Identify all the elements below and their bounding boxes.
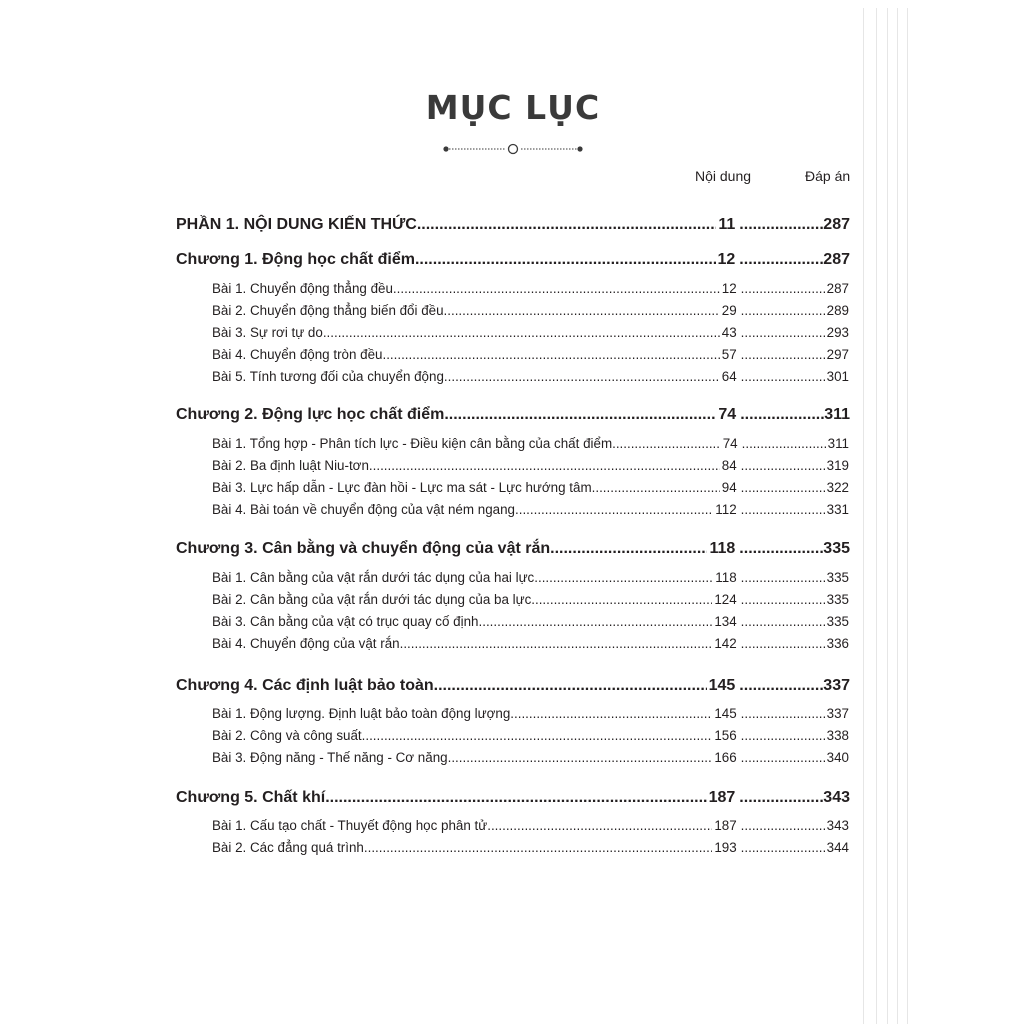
page-edge-line — [907, 8, 908, 1024]
dot-leader — [739, 216, 823, 234]
dot-leader — [741, 325, 827, 340]
column-header-answer: Đáp án — [805, 168, 851, 184]
dot-leader — [741, 480, 827, 495]
page-number: 156 — [714, 728, 737, 743]
answer-page-number: 322 — [826, 480, 849, 495]
lesson-title: Bài 1. Chuyển động thẳng đều — [212, 281, 393, 296]
page-number: 118 — [709, 540, 736, 557]
lesson-title: Bài 1. Cấu tạo chất - Thuyết động học phân tử — [212, 818, 488, 833]
dot-leader — [612, 436, 721, 451]
dot-leader — [515, 502, 713, 517]
dot-leader — [415, 251, 716, 269]
lesson-title: Bài 3. Sự rơi tự do — [212, 325, 323, 340]
dot-leader — [393, 281, 720, 296]
answer-page-number: 287 — [826, 281, 849, 296]
dot-leader — [550, 540, 707, 558]
column-header-content: Nội dung — [695, 168, 752, 184]
dot-leader — [434, 677, 707, 695]
page-number: 118 — [715, 570, 737, 585]
lesson-title: Bài 3. Cân bằng của vật có trục quay cố định — [212, 614, 479, 629]
chapter-title: Chương 5. Chất khí — [176, 789, 326, 806]
answer-page-number: 337 — [823, 677, 850, 694]
page-number: 166 — [714, 750, 737, 765]
lesson-title: Bài 2. Ba định luật Niu-tơn — [212, 458, 369, 473]
toc-lesson-row[interactable] — [212, 480, 849, 495]
page-edge-line — [876, 8, 877, 1024]
page-number: 74 — [718, 406, 737, 423]
page-number: 145 — [714, 706, 737, 721]
toc-chapter-row[interactable] — [176, 540, 850, 558]
toc-lesson-row[interactable] — [212, 818, 849, 833]
lesson-title: Bài 3. Động năng - Thế năng - Cơ năng — [212, 750, 448, 765]
toc-lesson-row[interactable] — [212, 458, 849, 473]
toc-lesson-row[interactable] — [212, 369, 849, 384]
chapter-title: Chương 2. Động lực học chất điểm — [176, 406, 445, 423]
dot-leader — [741, 840, 827, 855]
dot-leader — [741, 369, 827, 384]
toc-chapter-row[interactable] — [176, 789, 850, 807]
toc-lesson-row[interactable] — [212, 303, 849, 318]
toc-lesson-row[interactable] — [212, 750, 849, 765]
lesson-title: Bài 2. Cân bằng của vật rắn dưới tác dụng của ba lực — [212, 592, 532, 607]
title-ornament — [442, 142, 584, 156]
dot-leader — [323, 325, 720, 340]
toc-lesson-row[interactable] — [212, 706, 849, 721]
answer-page-number: 311 — [827, 436, 849, 451]
answer-page-number: 337 — [826, 706, 849, 721]
page-number: 112 — [715, 502, 737, 517]
dot-leader — [364, 840, 712, 855]
lesson-title: Bài 1. Cân bằng của vật rắn dưới tác dụng của hai lực — [212, 570, 535, 585]
lesson-title: Bài 5. Tính tương đối của chuyển động — [212, 369, 444, 384]
toc-lesson-row[interactable] — [212, 281, 849, 296]
dot-leader — [369, 458, 720, 473]
dot-leader — [479, 614, 713, 629]
dot-leader — [741, 706, 827, 721]
dot-leader — [487, 818, 712, 833]
dot-leader — [741, 458, 827, 473]
page-number: 12 — [717, 251, 736, 268]
page-number: 94 — [721, 480, 737, 495]
dot-leader — [741, 636, 827, 651]
dot-leader — [741, 570, 827, 585]
answer-page-number: 289 — [826, 303, 849, 318]
toc-lesson-row[interactable] — [212, 325, 849, 340]
answer-page-number: 343 — [826, 818, 849, 833]
lesson-title: Bài 1. Tổng hợp - Phân tích lực - Điều kiện cân bằng của chất điểm — [212, 436, 613, 451]
dot-leader — [741, 818, 827, 833]
toc-chapter-row[interactable] — [176, 251, 850, 269]
dot-leader — [448, 750, 713, 765]
page-number: 187 — [708, 789, 736, 806]
page-number: 57 — [721, 347, 737, 362]
dot-leader — [741, 303, 827, 318]
answer-page-number: 338 — [826, 728, 849, 743]
dot-leader — [400, 636, 713, 651]
answer-page-number: 335 — [826, 614, 849, 629]
toc-chapter-row[interactable] — [176, 406, 850, 424]
dot-leader — [741, 347, 827, 362]
dot-leader — [739, 677, 823, 695]
chapter-title: Chương 4. Các định luật bảo toàn — [176, 677, 434, 694]
toc-lesson-row[interactable] — [212, 502, 849, 517]
dot-leader — [325, 789, 706, 807]
answer-page-number: 301 — [826, 369, 849, 384]
lesson-title: Bài 2. Các đẳng quá trình — [212, 840, 364, 855]
page-edge-line — [863, 8, 864, 1024]
page-title: MỤC LỤC — [425, 88, 601, 127]
toc-lesson-row[interactable] — [212, 728, 849, 743]
answer-page-number: 287 — [823, 251, 850, 268]
page-number: 11 — [718, 216, 736, 233]
dot-leader — [417, 216, 717, 234]
lesson-title: Bài 4. Bài toán về chuyển động của vật ném ngang — [212, 502, 515, 517]
toc-lesson-row[interactable] — [212, 614, 849, 629]
toc-lesson-row[interactable] — [212, 347, 849, 362]
page-edge-line — [887, 8, 888, 1024]
chapter-title: Chương 3. Cân bằng và chuyển động của vật rắn — [176, 540, 551, 557]
answer-page-number: 344 — [826, 840, 849, 855]
dot-leader — [534, 570, 713, 585]
dot-leader — [741, 281, 827, 296]
dot-leader — [444, 303, 720, 318]
dot-leader — [741, 614, 827, 629]
lesson-title: Bài 2. Chuyển động thẳng biến đổi đều — [212, 303, 444, 318]
dot-leader — [741, 728, 827, 743]
dot-leader — [444, 369, 720, 384]
dot-leader — [741, 750, 827, 765]
answer-page-number: 287 — [823, 216, 850, 233]
dot-leader — [740, 406, 824, 424]
lesson-title: Bài 4. Chuyển động tròn đều — [212, 347, 383, 362]
answer-page-number: 335 — [826, 592, 849, 607]
part-title: PHẦN 1. NỘI DUNG KIẾN THỨC — [176, 216, 417, 233]
lesson-title: Bài 4. Chuyển động của vật rắn — [212, 636, 400, 651]
toc-chapter-row[interactable] — [176, 677, 850, 695]
dot-leader — [739, 789, 823, 807]
lesson-title: Bài 2. Công và công suất — [212, 728, 362, 743]
page-number: 84 — [721, 458, 737, 473]
page-number: 43 — [721, 325, 737, 340]
answer-page-number: 297 — [826, 347, 849, 362]
answer-page-number: 311 — [824, 406, 850, 423]
page-number: 74 — [722, 436, 738, 451]
lesson-title: Bài 3. Lực hấp dẫn - Lực đàn hồi - Lực ma sát - Lực hướng tâm — [212, 480, 592, 495]
answer-page-number: 331 — [826, 502, 849, 517]
answer-page-number: 335 — [826, 570, 849, 585]
chapter-title: Chương 1. Động học chất điểm — [176, 251, 415, 268]
answer-page-number: 340 — [826, 750, 849, 765]
page-number: 134 — [714, 614, 737, 629]
lesson-title: Bài 1. Động lượng. Định luật bảo toàn động lượng — [212, 706, 511, 721]
page-number: 145 — [708, 677, 736, 694]
dot-leader — [444, 406, 716, 424]
toc-lesson-row[interactable] — [212, 436, 849, 451]
toc-part-row[interactable] — [176, 216, 850, 234]
answer-page-number: 319 — [826, 458, 849, 473]
dot-leader — [741, 592, 827, 607]
page-number: 64 — [721, 369, 737, 384]
toc-lesson-row[interactable] — [212, 592, 849, 607]
dot-leader — [382, 347, 719, 362]
dot-leader — [510, 706, 712, 721]
answer-page-number: 343 — [823, 789, 850, 806]
dot-leader — [739, 540, 823, 558]
dot-leader — [741, 502, 827, 517]
toc-lesson-row[interactable] — [212, 636, 849, 651]
page-number: 142 — [714, 636, 737, 651]
toc-lesson-row[interactable] — [212, 570, 849, 585]
answer-page-number: 293 — [826, 325, 849, 340]
page-edge-line — [897, 8, 898, 1024]
page-number: 12 — [721, 281, 737, 296]
page-number: 193 — [714, 840, 737, 855]
answer-page-number: 336 — [826, 636, 849, 651]
dot-leader — [742, 436, 828, 451]
dot-leader — [362, 728, 713, 743]
page-number: 124 — [714, 592, 737, 607]
dot-leader — [592, 480, 720, 495]
dot-leader — [739, 251, 823, 269]
toc-lesson-row[interactable] — [212, 840, 849, 855]
page-number: 187 — [714, 818, 737, 833]
page-number: 29 — [721, 303, 737, 318]
dot-leader — [531, 592, 712, 607]
answer-page-number: 335 — [823, 540, 850, 557]
